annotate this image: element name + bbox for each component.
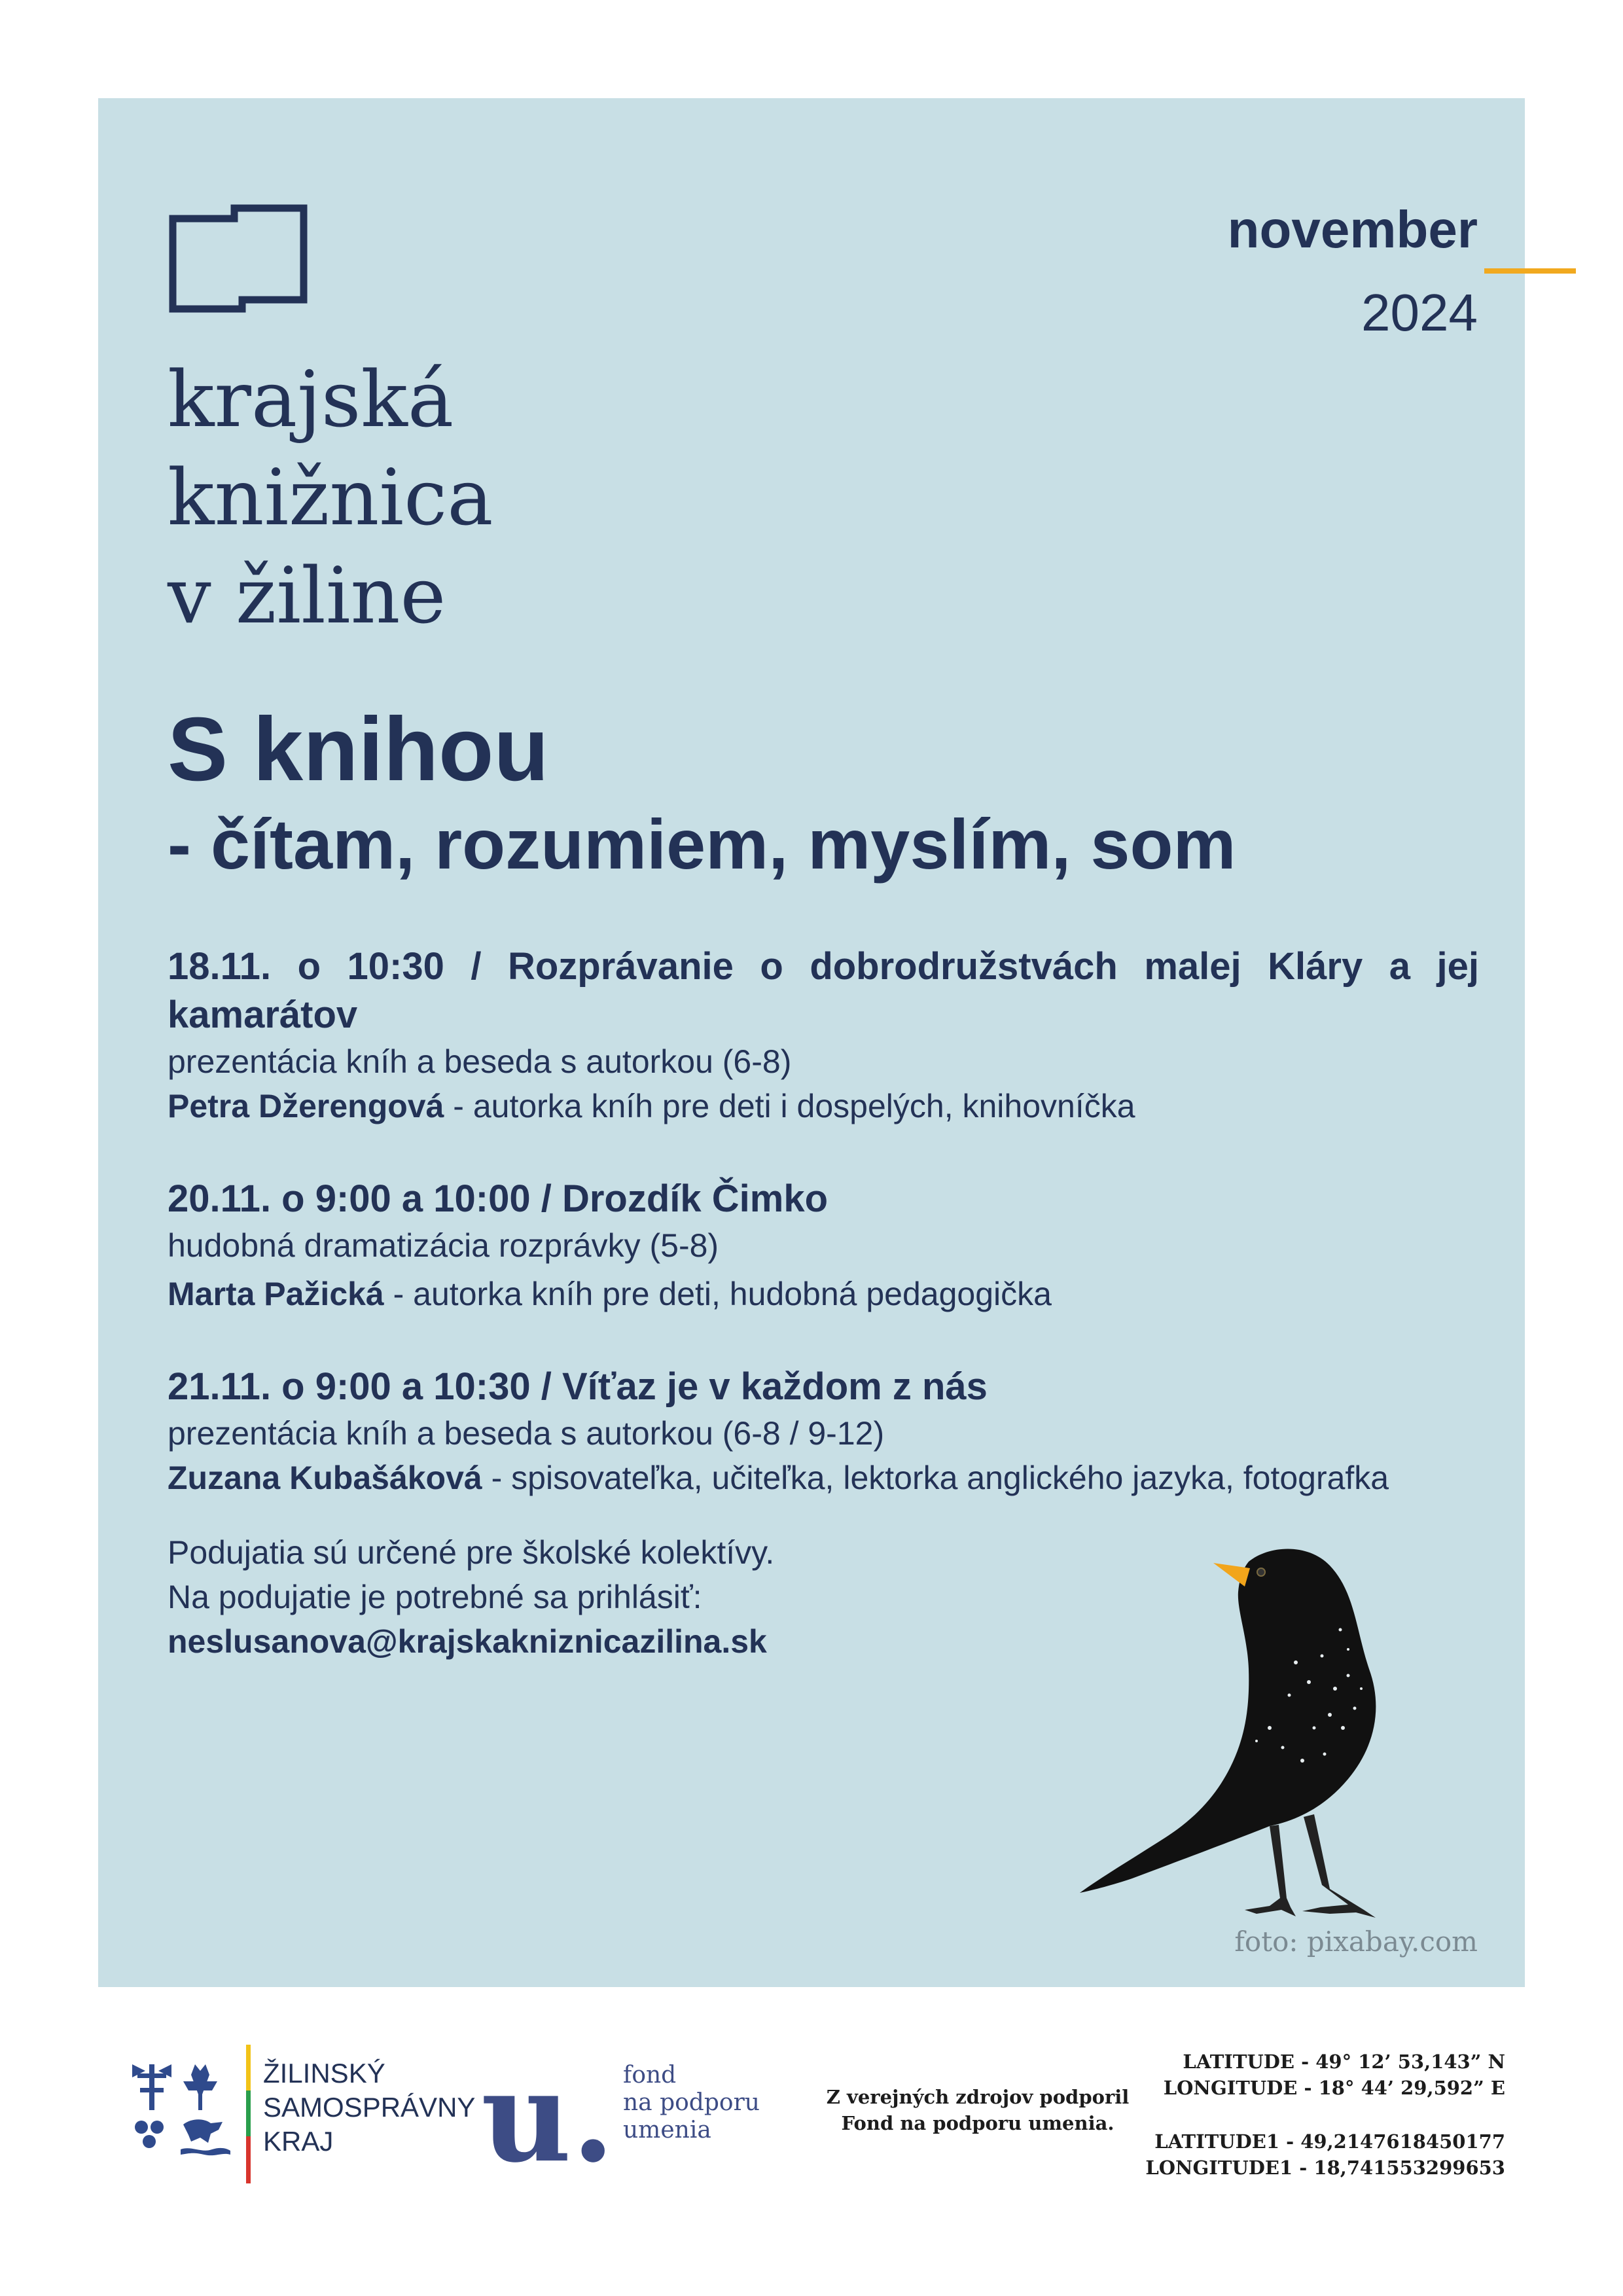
- zsk-logo-text: [263, 2056, 475, 2159]
- event-description: prezentácia kníh a beseda s autorkou (6-8 / 9-12): [168, 1415, 885, 1452]
- fpu-logo-text: [623, 2062, 760, 2144]
- event-person: [168, 1084, 1479, 1128]
- date-year: 2024: [1361, 283, 1478, 342]
- event-person: [168, 1456, 1479, 1500]
- registration-info: [168, 1530, 774, 1664]
- fpu-line-2: na podporu: [623, 2089, 760, 2116]
- event-heading: 18.11. o 10:30 / Rozprávanie o dobrodružstvách malej Kláry a jej kamarátov: [168, 945, 1479, 1036]
- library-logo-icon: [169, 204, 309, 313]
- coord-latitude-decimal: LATITUDE1 - 49,2147618450177: [1154, 2130, 1505, 2153]
- page-subtitle: - čítam, rozumiem, myslím, som: [168, 804, 1236, 884]
- fpu-logo-mark: [481, 2044, 615, 2190]
- library-name-line-3: v žiline: [168, 550, 446, 641]
- support-line-1: Z verejných zdrojov podporil: [826, 2086, 1130, 2108]
- coord-longitude: LONGITUDE - 18° 44’ 29,592” E: [1163, 2077, 1505, 2099]
- date-month: november: [1227, 200, 1478, 259]
- coord-latitude: LATITUDE - 49° 12’ 53,143” N: [1183, 2051, 1505, 2073]
- accent-rule: [1484, 268, 1576, 274]
- event-description: hudobná dramatizácia rozprávky (5-8): [168, 1227, 719, 1264]
- event-person-name: Zuzana Kubašáková: [168, 1460, 482, 1496]
- coord-longitude-decimal: LONGITUDE1 - 18,741553299653: [1145, 2157, 1505, 2179]
- event-person-info: - autorka kníh pre deti, hudobná pedagogička: [383, 1276, 1052, 1312]
- event-person: [168, 1272, 1479, 1316]
- event-heading: 20.11. o 9:00 a 10:00 / Drozdík Čimko: [168, 1177, 829, 1220]
- event-item: [168, 942, 1479, 1128]
- event-person-name: Petra Džerengová: [168, 1088, 444, 1124]
- event-person-name: Marta Pažická: [168, 1276, 384, 1312]
- contact-email[interactable]: neslusanova@krajskakniznicazilina.sk: [168, 1623, 767, 1660]
- page-title: S knihou: [168, 699, 549, 800]
- info-line-2: Na podujatie je potrebné sa prihlásiť:: [168, 1579, 702, 1615]
- zsk-line-3: KRAJ: [263, 2126, 334, 2157]
- fpu-mark-text: u.: [481, 2044, 615, 2190]
- event-item: [168, 1363, 1479, 1500]
- event-description: prezentácia kníh a beseda s autorkou (6-8): [168, 1043, 792, 1080]
- support-line-2: Fond na podporu umenia.: [841, 2112, 1115, 2134]
- zsk-color-bar: [246, 2045, 251, 2183]
- blackbird-illustration: [1073, 1532, 1453, 1937]
- event-item: [168, 1175, 1479, 1316]
- fpu-line-1: fond: [623, 2062, 677, 2089]
- event-heading: 21.11. o 9:00 a 10:30 / Víťaz je v každom z nás: [168, 1365, 988, 1408]
- library-name: [168, 350, 493, 645]
- library-name-line-1: krajská: [168, 354, 454, 444]
- info-line-1: Podujatia sú určené pre školské kolektívy.: [168, 1534, 775, 1571]
- coordinates-block: [1145, 2049, 1505, 2181]
- fpu-line-3: umenia: [623, 2117, 711, 2144]
- event-person-info: - spisovateľka, učiteľka, lektorka anglického jazyka, fotografka: [482, 1460, 1389, 1496]
- zsk-line-2: SAMOSPRÁVNY: [263, 2092, 476, 2123]
- zsk-coat-of-arms-icon: [131, 2062, 236, 2160]
- zsk-line-1: ŽILINSKÝ: [263, 2058, 385, 2089]
- photo-credit: foto: pixabay.com: [1234, 1926, 1478, 1958]
- event-person-info: - autorka kníh pre deti i dospelých, knihovníčka: [444, 1088, 1135, 1124]
- support-statement: [825, 2084, 1131, 2136]
- library-name-line-2: knižnica: [168, 452, 493, 543]
